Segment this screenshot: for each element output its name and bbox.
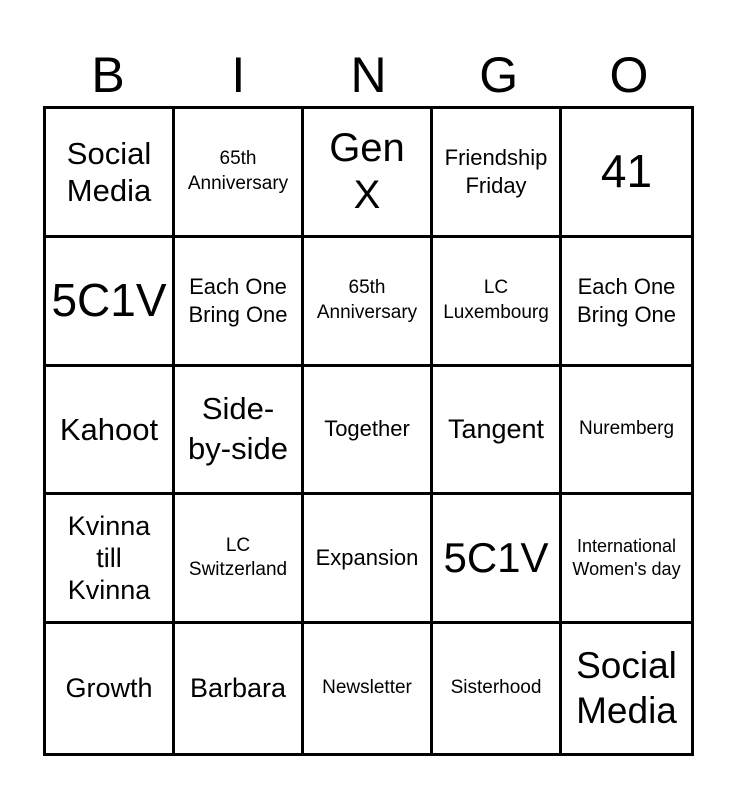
bingo-cell[interactable]: Each One Bring One <box>175 238 304 367</box>
bingo-cell[interactable]: Side-by-side <box>175 367 304 496</box>
header-letter-n: N <box>350 47 387 103</box>
bingo-cell[interactable]: Nuremberg <box>562 367 691 496</box>
header-letter-o: O <box>609 47 649 103</box>
bingo-cell[interactable]: Sisterhood <box>433 624 562 753</box>
bingo-cell[interactable]: Each One Bring One <box>562 238 691 367</box>
bingo-header <box>43 44 694 106</box>
bingo-cell[interactable]: Social Media <box>576 645 677 731</box>
bingo-cell[interactable]: Gen X <box>304 109 433 238</box>
header-letter-i: I <box>231 47 246 103</box>
header-letter-b: B <box>91 47 125 103</box>
bingo-cell[interactable]: Tangent <box>433 367 562 496</box>
bingo-cell[interactable]: Friendship Friday <box>433 109 562 238</box>
bingo-card-grid <box>43 106 694 756</box>
bingo-cell[interactable]: Newsletter <box>304 624 433 753</box>
bingo-cell[interactable]: Barbara <box>175 624 304 753</box>
bingo-cell[interactable]: Growth <box>46 624 175 753</box>
bingo-cell[interactable]: 5C1V <box>46 238 175 367</box>
bingo-cell[interactable]: Social Media <box>46 109 175 238</box>
bingo-cell[interactable]: 41 <box>562 109 691 238</box>
bingo-cell[interactable]: LC Switzerland <box>175 495 304 624</box>
bingo-cell[interactable]: 65th Anniversary <box>175 109 304 238</box>
bingo-cell[interactable]: Expansion <box>304 495 433 624</box>
bingo-cell[interactable]: 5C1V <box>433 495 562 624</box>
bingo-cell[interactable]: Together <box>304 367 433 496</box>
bingo-cell[interactable]: Kahoot <box>46 367 175 496</box>
bingo-cell[interactable]: International Women's day <box>562 495 691 624</box>
bingo-cell[interactable]: 65th Anniversary <box>304 238 433 367</box>
bingo-cell[interactable]: LC Luxembourg <box>433 238 562 367</box>
bingo-cell[interactable]: Kvinna till Kvinna <box>46 495 175 624</box>
header-letter-g: G <box>479 47 519 103</box>
